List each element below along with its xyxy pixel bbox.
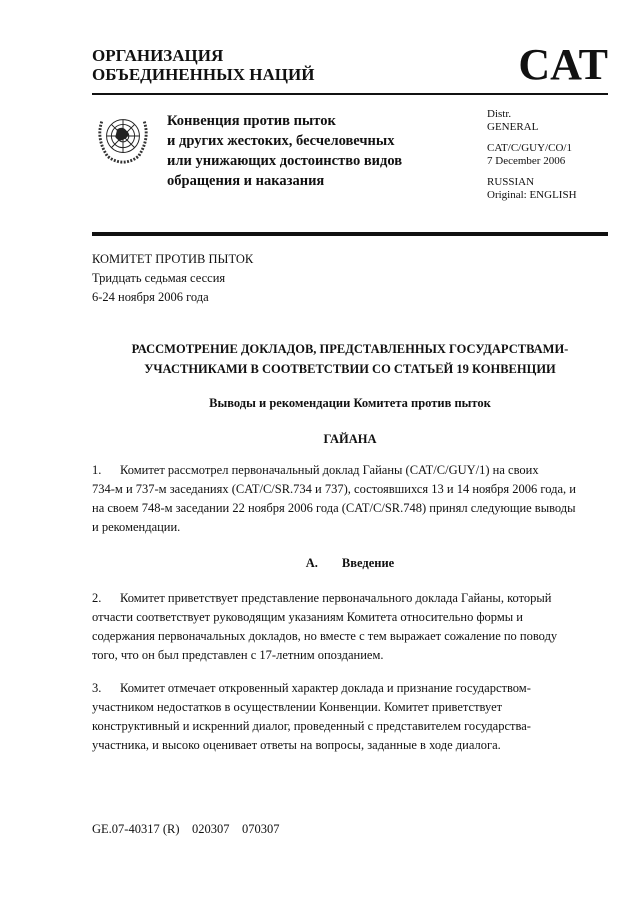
paragraph-line: на своем 748-м заседании 22 ноября 2006 года (CAT/C/SR.748) принял следующие выводы [92, 501, 576, 515]
paragraph-line: 734-м и 737-м заседаниях (CAT/C/SR.734 и 737), состоявшихся 13 и 14 ноября 2006 года, и [92, 482, 576, 496]
section-number: A. [305, 556, 318, 570]
doc-date: 7 December 2006 [487, 155, 566, 167]
top-rule [92, 93, 608, 95]
committee-info [92, 250, 253, 307]
paragraph-line: участником недостатков в осуществлении Конвенции. Комитет приветствует [92, 700, 503, 714]
original-language: Original: ENGLISH [487, 189, 577, 201]
session: Тридцать седьмая сессия [92, 271, 226, 285]
org-line-2: ОБЪЕДИНЕННЫХ НАЦИЙ [92, 65, 315, 84]
title-line: РАССМОТРЕНИЕ ДОКЛАДОВ, ПРЕДСТАВЛЕННЫХ ГОСУДАРСТВАМИ- [131, 342, 569, 356]
title-line: УЧАСТНИКАМИ В СООТВЕТСТВИИ СО СТАТЬЕЙ 19 КОНВЕНЦИИ [144, 362, 556, 376]
paragraph-line: отчасти соответствует руководящим указаниям Комитета относительно формы и [92, 610, 523, 624]
paragraph-line: и рекомендации. [92, 520, 181, 534]
doc-symbol: CAT/C/GUY/CO/1 [487, 142, 572, 154]
convention-line: обращения и наказания [167, 173, 325, 189]
convention-line: Конвенция против пыток [167, 113, 336, 129]
org-line-1: ОРГАНИЗАЦИЯ [92, 46, 224, 65]
paragraph-line: Комитет рассмотрел первоначальный доклад Гайаны (CAT/C/GUY/1) на своих [120, 463, 539, 477]
section-title: Введение [341, 556, 395, 570]
distr-value: GENERAL [487, 121, 539, 133]
committee-name: КОМИТЕТ ПРОТИВ ПЫТОК [92, 252, 254, 266]
document-series-symbol: CAT [518, 40, 608, 89]
session-dates: 6-24 ноября 2006 года [92, 290, 209, 304]
paragraph-line: конструктивный и искренний диалог, проведенный с представителем государства- [92, 719, 531, 733]
paragraph-line: Комитет приветствует представление первоначального доклада Гайаны, который [120, 591, 552, 605]
organization-name [92, 46, 314, 84]
header-bottom-rule [92, 232, 608, 236]
distr-label: Distr. [487, 108, 512, 120]
distribution-block [487, 108, 577, 210]
section-heading-a [92, 553, 608, 573]
paragraph-line: участника, и высоко оценивает ответы на вопросы, заданные в ходе диалога. [92, 738, 501, 752]
paragraph-number: 1. [92, 463, 102, 477]
paragraph-line: того, что он был представлен с 17-летним опозданием. [92, 648, 384, 662]
doc-language: RUSSIAN [487, 176, 535, 188]
un-emblem-icon [94, 108, 152, 166]
paragraph-line: содержания первоначальных докладов, но вместе с тем выражает сожаление по поводу [92, 629, 558, 643]
convention-line: или унижающих достоинство видов [167, 153, 403, 169]
paragraph-2 [92, 589, 608, 665]
country-heading: ГАЙАНА [323, 432, 377, 446]
subtitle: Выводы и рекомендации Комитета против пыток [209, 396, 491, 410]
convention-line: и других жестоких, бесчеловечных [167, 133, 395, 149]
convention-title [167, 111, 402, 191]
paragraph-line: Комитет отмечает откровенный характер доклада и признание государством- [120, 681, 531, 695]
paragraph-number: 3. [92, 681, 102, 695]
paragraph-number: 2. [92, 591, 102, 605]
document-title [92, 339, 608, 379]
footer-job-number: GE.07-40317 (R) 020307 070307 [92, 822, 280, 836]
paragraph-1 [92, 461, 608, 537]
paragraph-3 [92, 679, 608, 755]
